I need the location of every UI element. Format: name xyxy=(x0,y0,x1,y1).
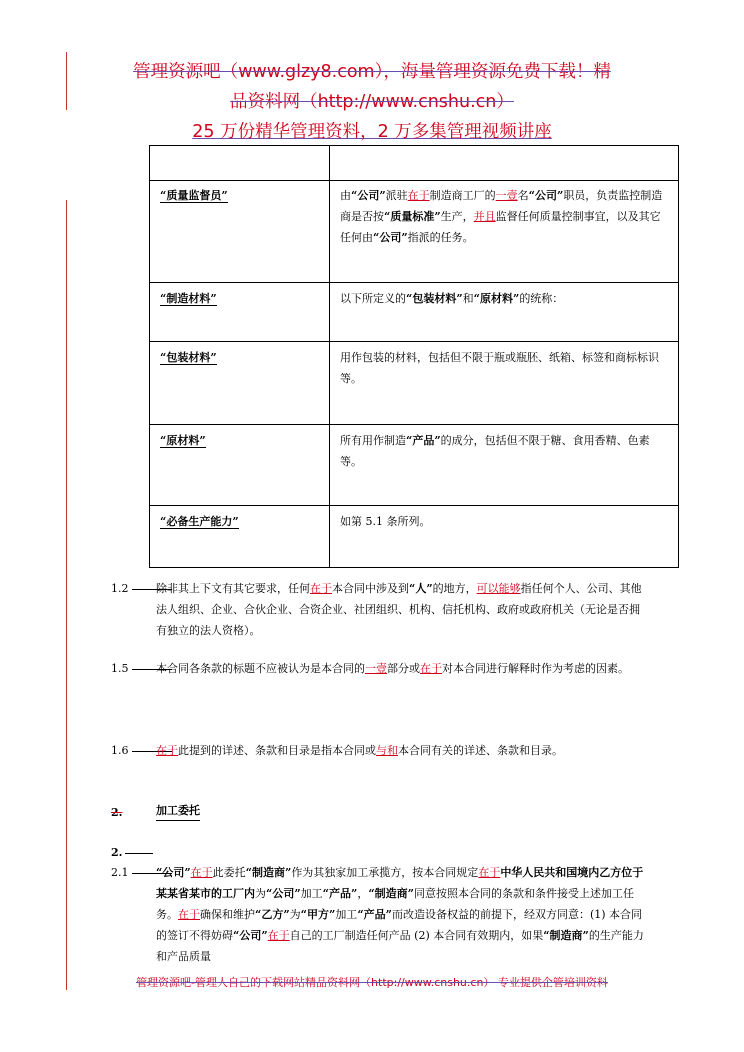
term-cell: “必备生产能力” xyxy=(150,506,330,568)
margin-line-bottom xyxy=(66,200,67,990)
clause-2-1-text: “公司”在于此委托“制造商”作为其独家加工承揽方，按本合同规定在于中华人民共和国境内乙方位于某某省某市的工厂内为“公司”加工“产品”，“制造商”同意按照本合同的条款和条件接受上述加工任务。在于确保和维护“乙方”为“甲方”加工“产品”而改造设备权益的前提下，经双方同意：(1) 本合同的签订不得妨碍“公司”在于自己的工厂制造任何产品 (2) 本合同有效期内，如果“制造商”的生产能力和产品质量 xyxy=(156,866,644,963)
definition-cell xyxy=(330,146,679,181)
term-cell: “制造材料” xyxy=(150,283,330,342)
term-cell: “质量监督员” xyxy=(150,181,330,283)
footer: 管理资源吧-管理人自己的下载网站精品资料网（http://www.cnshu.cn） 专业提供企管培训资料 xyxy=(136,976,608,989)
clause-1-2-text: 除非其上下文有其它要求，任何在于本合同中涉及到“人”的地方，可以能够指任何个人、公司、其他法人组织、企业、合伙企业、合资企业、社团组织、机构、信托机构、政府或政府机关（无论是否拥有独立的法人资格）。 xyxy=(156,582,642,637)
table-row xyxy=(150,181,679,283)
definitions-table xyxy=(149,145,679,568)
clause-1-5-text: 本合同各条款的标题不应被认为是本合同的一壹部分或在于对本合同进行解释时作为考虑的因素。 xyxy=(156,662,629,675)
definition-cell: 以下所定义的“包装材料”和“原材料”的统称： xyxy=(330,283,679,342)
table-row xyxy=(150,506,679,568)
table-row xyxy=(150,425,679,506)
definition-cell: 如第 5.1 条所列。 xyxy=(330,506,679,568)
clause-1-6-text: 在于此提到的详述、条款和目录是指本合同或与和本合同有关的详述、条款和目录。 xyxy=(156,744,563,757)
header-line-3: 25 万份精华管理资料，2 万多集管理视频讲座 xyxy=(192,122,552,142)
definition-cell: 由“公司”派驻在于制造商工厂的一壹名“公司”职员，负责监控制造商是否按“质量标准”生产，并且监督任何质量控制事宜，以及其它任何由“公司”指派的任务。 xyxy=(330,181,679,283)
section-2-title: 加工委托 xyxy=(156,802,200,821)
clause-1-2-number: 1.2 xyxy=(111,578,172,599)
definition-cell: 所有用作制造“产品”的成分，包括但不限于糖、食用香精、色素等。 xyxy=(330,425,679,506)
table-row xyxy=(150,146,679,181)
clause-2-1-number: 2.1 xyxy=(111,862,172,883)
section-2-number: 2. xyxy=(111,806,123,819)
header-line-2: 品资料网（http://www.cnshu.cn） xyxy=(230,92,514,112)
term-cell: “原材料” xyxy=(150,425,330,506)
clause-1-5-number: 1.5 xyxy=(111,658,172,679)
header-line-1: 管理资源吧（www.glzy8.com），海量管理资源免费下载！精 xyxy=(133,62,611,82)
term-cell xyxy=(150,146,330,181)
table-row xyxy=(150,283,679,342)
term-cell: “包装材料” xyxy=(150,342,330,425)
clause-1-6-number: 1.6 xyxy=(111,740,172,761)
table-row xyxy=(150,342,679,425)
definition-cell: 用作包装的材料，包括但不限于瓶或瓶胚、纸箱、标签和商标标识等。 xyxy=(330,342,679,425)
section-2-number-inserted: 2. xyxy=(111,842,153,863)
